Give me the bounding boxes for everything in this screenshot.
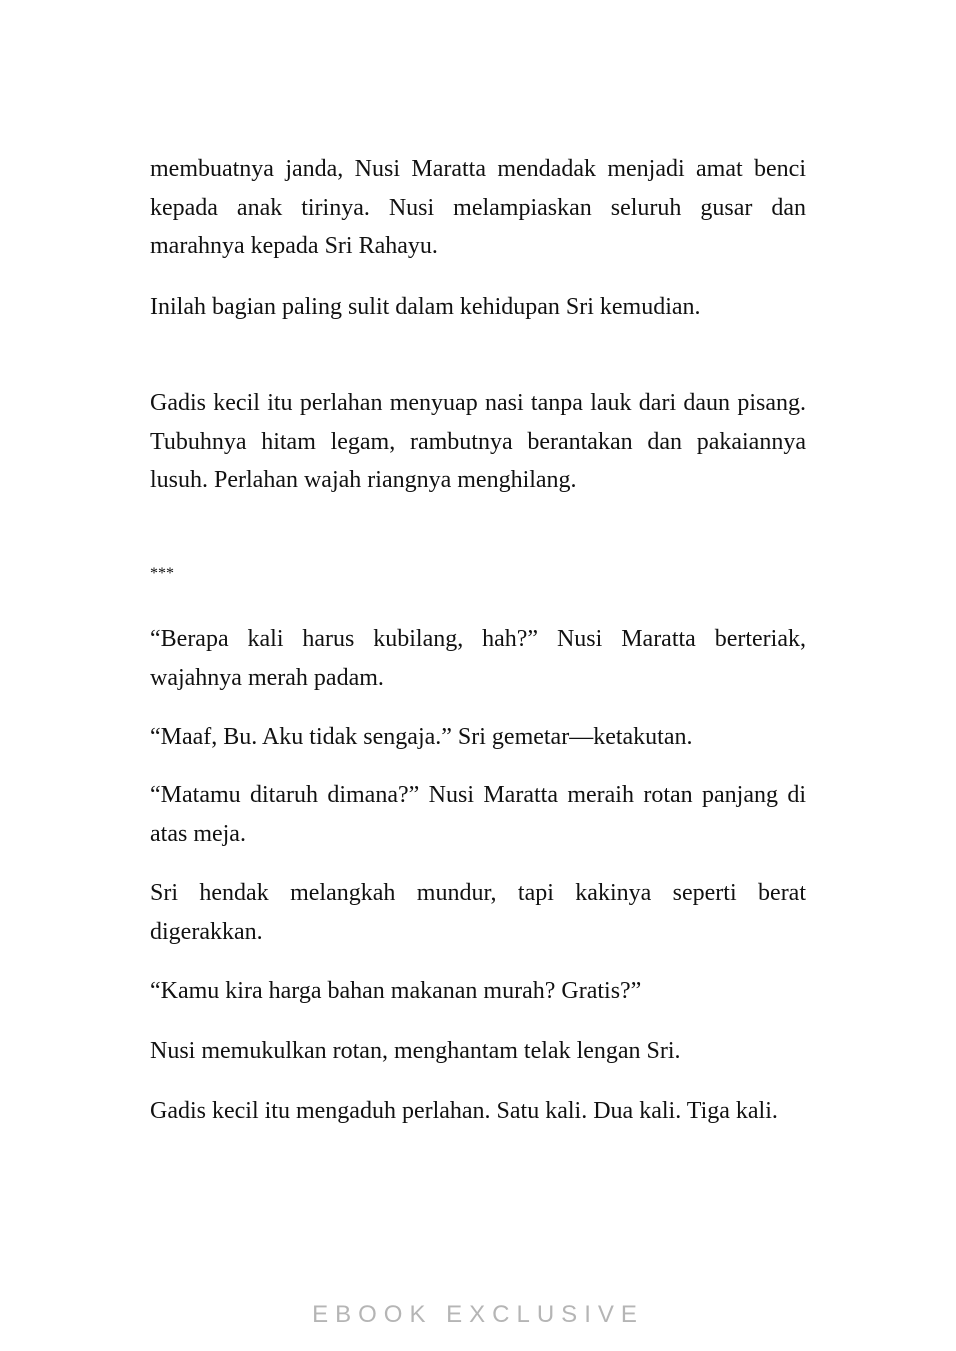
paragraph: membuatnya janda, Nusi Maratta mendadak menjadi amat benci kepada anak tirinya. Nusi melampiaskan seluruh gusar dan marahnya kepada Sri Rahayu. <box>150 156 806 259</box>
paragraph: “Maaf, Bu. Aku tidak sengaja.” Sri gemetar—ketakutan. <box>150 724 693 750</box>
paragraph: Nusi memukulkan rotan, menghantam telak lengan Sri. <box>150 1038 681 1064</box>
scene-separator: *** <box>150 565 174 582</box>
paragraph: Gadis kecil itu perlahan menyuap nasi tanpa lauk dari daun pisang. Tubuhnya hitam legam, rambutnya berantakan dan pakaiannya lusuh. Perlahan wajah riangnya menghilang. <box>150 390 806 493</box>
paragraph: Sri hendak melangkah mundur, tapi kakinya seperti berat digerakkan. <box>150 880 806 945</box>
paragraph: “Berapa kali harus kubilang, hah?” Nusi Maratta berteriak, wajahnya merah padam. <box>150 626 806 691</box>
footer-label: EBOOK EXCLUSIVE <box>312 1301 644 1328</box>
paragraph: “Kamu kira harga bahan makanan murah? Gratis?” <box>150 978 642 1004</box>
paragraph: Inilah bagian paling sulit dalam kehidupan Sri kemudian. <box>150 294 701 320</box>
paragraph: Gadis kecil itu mengaduh perlahan. Satu kali. Dua kali. Tiga kali. <box>150 1098 778 1124</box>
paragraph: “Matamu ditaruh dimana?” Nusi Maratta meraih rotan panjang di atas meja. <box>150 782 806 847</box>
